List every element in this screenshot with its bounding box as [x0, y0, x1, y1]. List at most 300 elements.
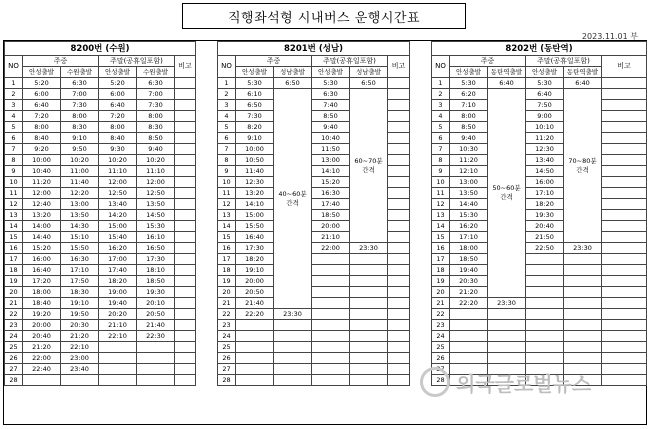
time-cell [350, 342, 388, 353]
note-cell [388, 111, 410, 122]
time-cell: 18:30 [61, 287, 99, 298]
table-row [432, 243, 647, 254]
time-cell: 19:40 [450, 265, 488, 276]
time-cell: 17:10 [526, 188, 564, 199]
interval-note: 40~60분 간격 [274, 89, 312, 309]
time-cell: 12:30 [526, 144, 564, 155]
table-row [5, 353, 196, 364]
note-cell [388, 243, 410, 254]
time-cell: 22:50 [526, 243, 564, 254]
note-cell [175, 89, 196, 100]
time-cell: 9:40 [137, 144, 175, 155]
time-cell: 15:30 [450, 210, 488, 221]
page-title: 직행좌석형 시내버스 운행시간표 [182, 3, 466, 29]
time-cell: 15:10 [61, 232, 99, 243]
time-cell: 11:10 [137, 166, 175, 177]
time-cell [564, 331, 602, 342]
time-cell: 14:00 [23, 221, 61, 232]
timetable [4, 41, 196, 386]
time-cell [236, 375, 274, 386]
row-number: 22 [218, 309, 236, 320]
table-row [5, 210, 196, 221]
time-cell: 17:50 [61, 276, 99, 287]
note-header: 비고 [602, 56, 647, 78]
time-cell: 7:30 [236, 111, 274, 122]
time-cell: 7:20 [23, 111, 61, 122]
row-number: 13 [432, 210, 450, 221]
note-cell [175, 331, 196, 342]
time-cell [526, 276, 564, 287]
weekday-header: 주중 [450, 56, 526, 67]
time-cell: 6:10 [236, 89, 274, 100]
time-cell [350, 375, 388, 386]
time-cell [564, 265, 602, 276]
time-cell: 16:30 [61, 254, 99, 265]
row-number: 10 [5, 177, 23, 188]
table-row [5, 331, 196, 342]
time-cell: 6:50 [274, 78, 312, 89]
time-cell [564, 298, 602, 309]
table-row [432, 276, 647, 287]
time-cell: 20:00 [312, 221, 350, 232]
time-cell: 5:30 [312, 78, 350, 89]
table-row [432, 254, 647, 265]
time-cell: 10:20 [137, 155, 175, 166]
time-cell: 6:50 [236, 100, 274, 111]
note-cell [602, 210, 647, 221]
time-cell [526, 254, 564, 265]
time-cell: 10:20 [61, 155, 99, 166]
time-cell [236, 342, 274, 353]
time-cell [137, 375, 175, 386]
time-cell: 11:50 [312, 144, 350, 155]
row-number: 1 [218, 78, 236, 89]
time-cell: 22:20 [450, 298, 488, 309]
time-cell: 23:00 [61, 353, 99, 364]
time-cell: 20:50 [236, 287, 274, 298]
row-number: 28 [218, 375, 236, 386]
row-number: 5 [5, 122, 23, 133]
time-cell: 23:30 [564, 243, 602, 254]
table-row [432, 177, 647, 188]
row-number: 8 [218, 155, 236, 166]
note-cell [602, 89, 647, 100]
time-cell: 22:10 [99, 331, 137, 342]
time-cell: 12:00 [99, 177, 137, 188]
time-cell: 7:30 [137, 100, 175, 111]
row-number: 6 [432, 133, 450, 144]
weekday-depart-b-header: 성남출발 [274, 67, 312, 78]
row-number: 22 [5, 309, 23, 320]
time-cell [564, 287, 602, 298]
time-cell: 18:40 [23, 298, 61, 309]
time-cell: 18:50 [450, 254, 488, 265]
table-row [5, 221, 196, 232]
note-cell [602, 166, 647, 177]
time-cell: 5:30 [450, 78, 488, 89]
note-cell [175, 375, 196, 386]
time-cell: 22:30 [137, 331, 175, 342]
time-cell: 16:20 [99, 243, 137, 254]
time-cell: 9:10 [61, 133, 99, 144]
time-cell [526, 342, 564, 353]
row-number: 16 [5, 243, 23, 254]
time-cell: 10:00 [23, 155, 61, 166]
time-cell [488, 331, 526, 342]
time-cell: 12:20 [61, 188, 99, 199]
time-cell: 15:50 [61, 243, 99, 254]
table-row [5, 265, 196, 276]
row-number: 3 [5, 100, 23, 111]
time-cell: 23:40 [61, 364, 99, 375]
time-cell [236, 364, 274, 375]
note-cell [175, 111, 196, 122]
time-cell: 17:40 [312, 199, 350, 210]
time-cell: 14:30 [61, 221, 99, 232]
time-cell: 21:50 [526, 232, 564, 243]
time-cell: 19:30 [137, 287, 175, 298]
time-cell: 18:50 [137, 276, 175, 287]
time-cell [350, 254, 388, 265]
time-cell [526, 320, 564, 331]
table-row [432, 232, 647, 243]
table-row [5, 78, 196, 89]
weekday-depart-a-header: 안성출발 [236, 67, 274, 78]
table-row [5, 122, 196, 133]
time-cell [236, 331, 274, 342]
row-number: 27 [432, 364, 450, 375]
note-cell [388, 133, 410, 144]
time-cell: 15:50 [236, 221, 274, 232]
time-cell: 22:10 [61, 342, 99, 353]
time-cell: 13:00 [450, 177, 488, 188]
time-cell: 20:00 [23, 320, 61, 331]
time-cell: 11:00 [61, 166, 99, 177]
row-number: 28 [432, 375, 450, 386]
row-number: 23 [432, 320, 450, 331]
table-row [5, 111, 196, 122]
time-cell: 19:30 [526, 210, 564, 221]
note-cell [175, 309, 196, 320]
note-cell [388, 375, 410, 386]
route-8201-table [217, 41, 410, 386]
time-cell: 19:50 [61, 309, 99, 320]
weekend-header: 주말(공휴일포함) [312, 56, 388, 67]
row-number: 24 [5, 331, 23, 342]
time-cell: 16:20 [450, 221, 488, 232]
row-number: 17 [5, 254, 23, 265]
time-cell: 9:40 [312, 122, 350, 133]
table-row [5, 375, 196, 386]
note-cell [388, 221, 410, 232]
note-cell [388, 287, 410, 298]
time-cell: 19:00 [99, 287, 137, 298]
table-row [218, 353, 410, 364]
time-cell: 8:20 [236, 122, 274, 133]
time-cell: 6:40 [564, 78, 602, 89]
time-cell: 5:20 [23, 78, 61, 89]
note-cell [175, 276, 196, 287]
time-cell [350, 309, 388, 320]
time-cell [99, 375, 137, 386]
time-cell [274, 375, 312, 386]
note-cell [388, 364, 410, 375]
weekend-depart-b-header: 수원출발 [137, 67, 175, 78]
time-cell: 10:40 [312, 133, 350, 144]
time-cell [274, 342, 312, 353]
time-cell: 20:40 [526, 221, 564, 232]
row-number: 18 [218, 265, 236, 276]
time-cell: 9:10 [236, 133, 274, 144]
time-cell: 17:20 [23, 276, 61, 287]
time-cell: 6:50 [350, 78, 388, 89]
time-cell [274, 364, 312, 375]
time-cell [350, 276, 388, 287]
note-cell [175, 221, 196, 232]
table-row [432, 100, 647, 111]
time-cell: 6:40 [23, 100, 61, 111]
row-number: 2 [432, 89, 450, 100]
note-cell [602, 111, 647, 122]
note-cell [602, 298, 647, 309]
weekday-header: 주중 [236, 56, 312, 67]
time-cell: 17:10 [61, 265, 99, 276]
time-cell: 22:00 [23, 353, 61, 364]
note-cell [602, 133, 647, 144]
row-number: 14 [218, 221, 236, 232]
table-row [5, 364, 196, 375]
time-cell [526, 287, 564, 298]
row-number: 6 [5, 133, 23, 144]
row-number: 18 [5, 265, 23, 276]
interval-note: 60~70분 간격 [350, 89, 388, 243]
time-cell: 7:30 [61, 100, 99, 111]
row-number: 14 [5, 221, 23, 232]
row-number: 24 [218, 331, 236, 342]
time-cell: 8:00 [450, 111, 488, 122]
note-cell [602, 309, 647, 320]
time-cell: 12:30 [236, 177, 274, 188]
time-cell: 17:30 [137, 254, 175, 265]
table-row [218, 331, 410, 342]
note-cell [602, 122, 647, 133]
time-cell: 11:20 [23, 177, 61, 188]
note-cell [175, 122, 196, 133]
note-cell [388, 210, 410, 221]
row-number: 19 [218, 276, 236, 287]
note-cell [175, 166, 196, 177]
time-cell: 21:10 [99, 320, 137, 331]
time-cell: 18:20 [99, 276, 137, 287]
note-cell [175, 155, 196, 166]
table-row [432, 331, 647, 342]
table-row [432, 166, 647, 177]
time-cell: 20:20 [99, 309, 137, 320]
time-cell: 8:00 [99, 122, 137, 133]
table-row [218, 265, 410, 276]
note-cell [175, 243, 196, 254]
watermark [420, 362, 640, 402]
note-cell [602, 254, 647, 265]
time-cell [564, 309, 602, 320]
time-cell: 20:10 [137, 298, 175, 309]
table-row [218, 342, 410, 353]
time-cell [488, 342, 526, 353]
row-number: 9 [218, 166, 236, 177]
row-number: 2 [5, 89, 23, 100]
row-number: 8 [5, 155, 23, 166]
note-header: 비고 [388, 56, 410, 78]
table-row [218, 243, 410, 254]
time-cell: 8:50 [137, 133, 175, 144]
time-cell: 22:40 [23, 364, 61, 375]
watermark-text: 외국글로벌뉴스 [456, 371, 592, 396]
table-row [5, 342, 196, 353]
table-row [218, 364, 410, 375]
note-header: 비고 [175, 56, 196, 78]
row-number: 19 [5, 276, 23, 287]
note-cell [175, 254, 196, 265]
table-row [432, 210, 647, 221]
row-number: 17 [432, 254, 450, 265]
row-number: 25 [218, 342, 236, 353]
time-cell: 13:50 [450, 188, 488, 199]
note-cell [602, 221, 647, 232]
time-cell: 5:30 [526, 78, 564, 89]
row-number: 17 [218, 254, 236, 265]
time-cell: 8:00 [23, 122, 61, 133]
note-cell [175, 177, 196, 188]
row-number: 20 [432, 287, 450, 298]
time-cell: 10:10 [526, 122, 564, 133]
table-row [5, 232, 196, 243]
time-cell: 18:20 [236, 254, 274, 265]
note-cell [175, 287, 196, 298]
row-number: 4 [218, 111, 236, 122]
no-header: NO [5, 56, 23, 78]
weekend-depart-b-header: 동탄역출발 [564, 67, 602, 78]
table-row [5, 144, 196, 155]
time-cell: 17:10 [450, 232, 488, 243]
row-number: 3 [218, 100, 236, 111]
time-cell: 18:00 [23, 287, 61, 298]
table-row [218, 89, 410, 100]
time-cell [350, 353, 388, 364]
time-cell: 12:50 [137, 188, 175, 199]
note-cell [388, 320, 410, 331]
time-cell: 13:00 [61, 199, 99, 210]
row-number: 5 [218, 122, 236, 133]
note-cell [602, 276, 647, 287]
row-number: 15 [5, 232, 23, 243]
time-cell [61, 375, 99, 386]
time-cell [488, 309, 526, 320]
time-cell: 16:40 [23, 265, 61, 276]
time-cell: 15:00 [99, 221, 137, 232]
interval-note: 50~60분 간격 [488, 89, 526, 298]
time-cell: 22:00 [312, 243, 350, 254]
row-number: 20 [218, 287, 236, 298]
time-cell [450, 309, 488, 320]
note-cell [602, 331, 647, 342]
time-cell [312, 342, 350, 353]
row-number: 5 [432, 122, 450, 133]
time-cell: 21:40 [236, 298, 274, 309]
weekend-depart-a-header: 안성출발 [312, 67, 350, 78]
time-cell: 6:20 [450, 89, 488, 100]
time-cell: 11:10 [99, 166, 137, 177]
time-cell [312, 298, 350, 309]
table-row [432, 144, 647, 155]
table-row [432, 122, 647, 133]
time-cell: 18:00 [450, 243, 488, 254]
row-number: 1 [432, 78, 450, 89]
time-cell: 6:00 [99, 89, 137, 100]
note-cell [602, 144, 647, 155]
table-row [218, 309, 410, 320]
time-cell: 5:30 [236, 78, 274, 89]
row-number: 4 [5, 111, 23, 122]
time-cell: 21:20 [61, 331, 99, 342]
time-cell: 21:40 [137, 320, 175, 331]
time-cell: 12:10 [450, 166, 488, 177]
time-cell [350, 364, 388, 375]
time-cell: 12:50 [99, 188, 137, 199]
note-cell [388, 353, 410, 364]
row-number: 10 [218, 177, 236, 188]
row-number: 6 [218, 133, 236, 144]
note-cell [175, 320, 196, 331]
table-row [432, 309, 647, 320]
time-cell: 11:20 [450, 155, 488, 166]
time-cell [526, 331, 564, 342]
route-8202-table [431, 41, 647, 386]
time-cell [236, 353, 274, 364]
time-cell [312, 254, 350, 265]
table-row [5, 298, 196, 309]
time-cell [450, 342, 488, 353]
time-cell [488, 320, 526, 331]
time-cell [526, 298, 564, 309]
note-cell [602, 320, 647, 331]
row-number: 21 [218, 298, 236, 309]
row-number: 13 [5, 210, 23, 221]
table-row [432, 287, 647, 298]
weekend-depart-b-header: 성남출발 [350, 67, 388, 78]
row-number: 24 [432, 331, 450, 342]
table-row [5, 254, 196, 265]
time-cell: 22:20 [236, 309, 274, 320]
time-cell: 14:10 [236, 199, 274, 210]
time-cell: 23:30 [274, 309, 312, 320]
table-row [432, 199, 647, 210]
time-cell: 11:40 [236, 166, 274, 177]
table-row [5, 188, 196, 199]
time-cell: 7:10 [450, 100, 488, 111]
time-cell [526, 309, 564, 320]
time-cell: 11:40 [61, 177, 99, 188]
time-cell [137, 353, 175, 364]
no-header: NO [432, 56, 450, 78]
time-cell: 23:30 [488, 298, 526, 309]
time-cell: 6:40 [488, 78, 526, 89]
time-cell: 15:20 [23, 243, 61, 254]
time-cell: 7:40 [312, 100, 350, 111]
weekday-depart-b-header: 동탄역출발 [488, 67, 526, 78]
note-cell [175, 298, 196, 309]
table-row [5, 177, 196, 188]
note-cell [602, 287, 647, 298]
